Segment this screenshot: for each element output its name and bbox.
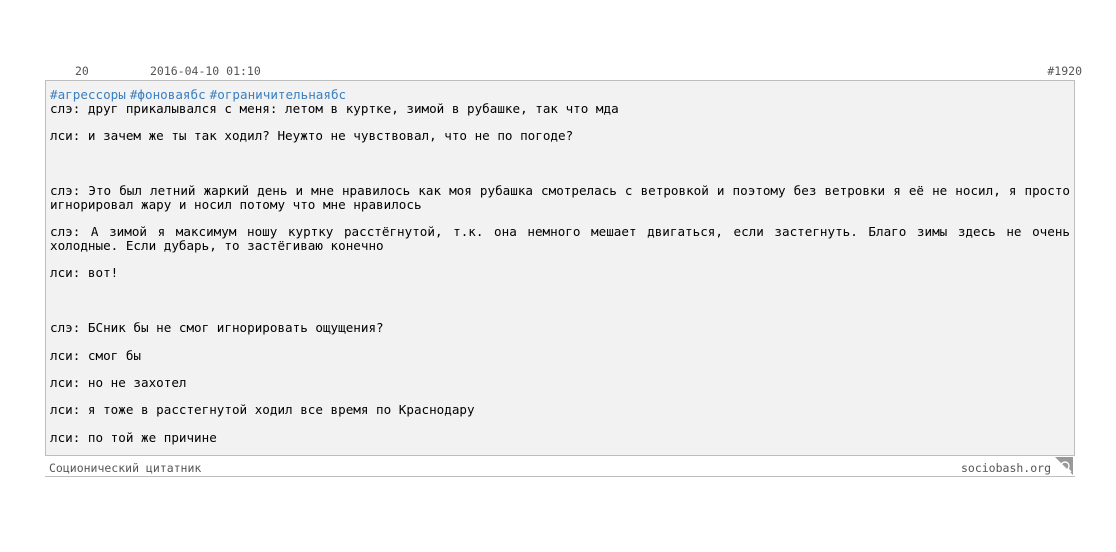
site-domain-link[interactable]: sociobash.org [960, 461, 1051, 475]
quote-rating[interactable]: 20 [75, 64, 89, 78]
quote-line: лси: и зачем же ты так ходил? Неужто не чувствовал, что не по погоде? [50, 128, 574, 144]
tag-link[interactable]: #фоноваябс [129, 87, 206, 102]
site-title: Соционический цитатник [49, 461, 202, 475]
quote-line: лси: но не захотел [50, 374, 187, 390]
quote-line: лси: смог бы [50, 347, 141, 363]
quote-tags [50, 88, 1070, 102]
quote-box [45, 80, 1078, 456]
quote-line: слэ: А зимой я максимум ношу куртку расстёгнутой, т.к. она немного мешает двигаться, если застегнуть. Благо зимы здесь не очень холодные. Если дубарь, то застёгиваю конечно [50, 224, 1078, 253]
tag-link[interactable]: #ограничительнаябс [209, 87, 347, 102]
quote-line: слэ: друг прикалывался с меня: летом в куртке, зимой в рубашке, так что мда [50, 101, 619, 116]
quote-date: 2016-04-10 01:10 [150, 64, 261, 78]
quote-blank-line [50, 157, 1070, 171]
quote-line: лси: по той же причине [50, 429, 217, 445]
quote-header [0, 62, 1116, 80]
quote-line: лси: вот! [50, 265, 119, 281]
tag-link[interactable]: #агрессоры [50, 87, 126, 102]
quote-text [50, 101, 1078, 445]
quote-blank-line [50, 294, 1070, 308]
quote-line: слэ: БСник бы не смог игнорировать ощущения? [50, 320, 384, 336]
quote-line: лси: я тоже в расстегнутой ходил все время по Краснодару [50, 402, 475, 418]
resize-grip-icon[interactable] [1055, 457, 1073, 475]
quote-id-link[interactable]: #1920 [1047, 64, 1082, 78]
quote-footer [45, 457, 1075, 477]
quote-line: слэ: Это был летний жаркий день и мне нравилось как моя рубашка смотрелась с ветровкой и поэтому без ветровки я её не носил, я просто игнорировал жару и носил потому что мне нравилось [50, 183, 1078, 212]
